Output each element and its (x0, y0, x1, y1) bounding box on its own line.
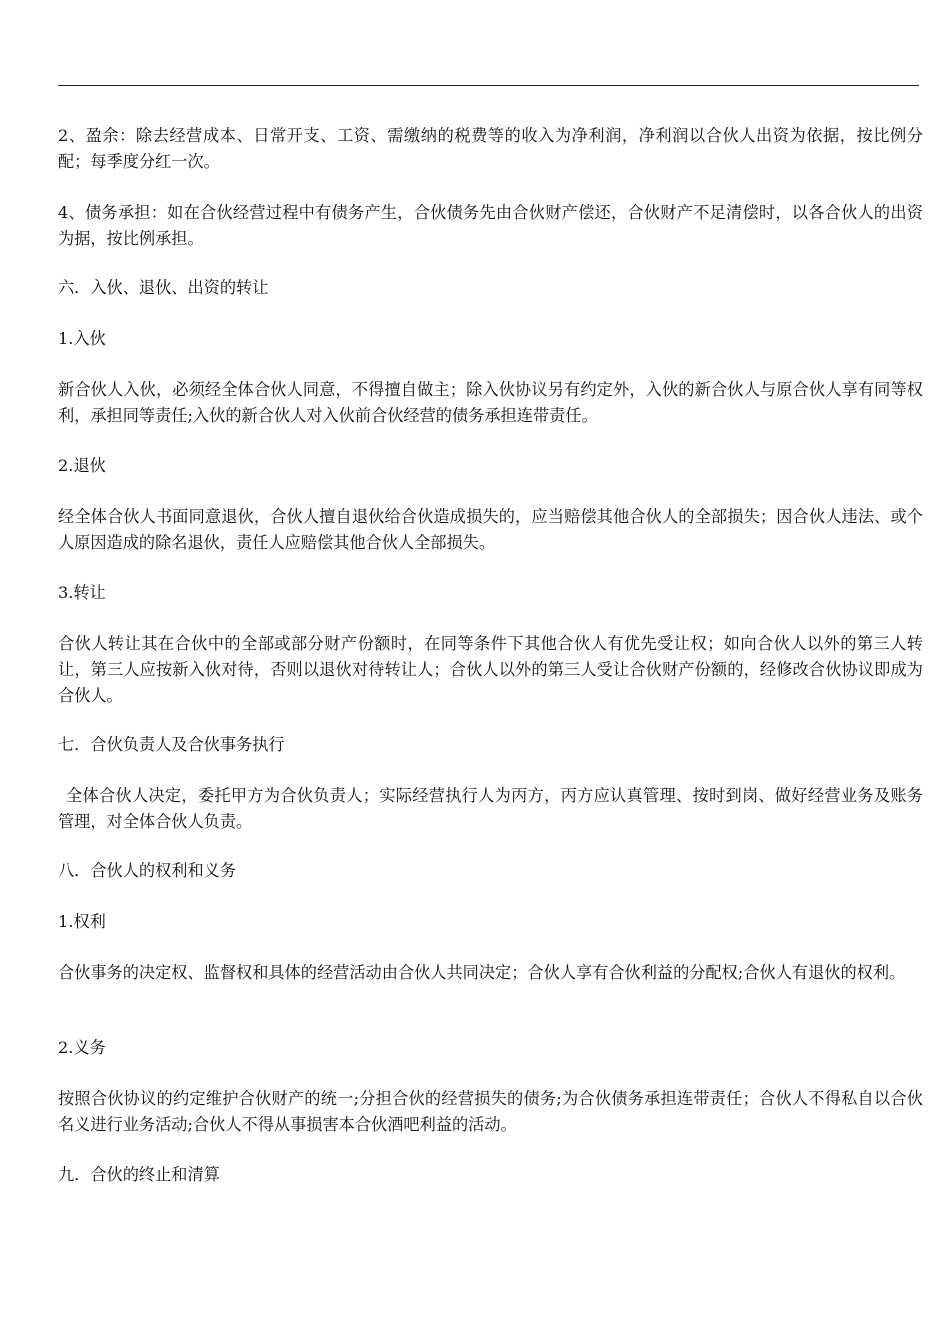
section-8-heading: 八．合伙人的权利和义务 (58, 861, 237, 880)
section-7-text: 全体合伙人决定，委托甲方为合伙负责人；实际经营执行人为丙方，丙方应认真管理、按时到岗、做好经营业务及账务管理，对全体合伙人负责。 (58, 786, 923, 831)
section-6-heading: 六．入伙、退伙、出资的转让 (58, 278, 269, 297)
transfer-heading: 3.转让 (58, 583, 106, 602)
rights-text: 合伙事务的决定权、监督权和具体的经营活动由合伙人共同决定；合伙人享有合伙利益的分配权;合伙人有退伙的权利。 (58, 963, 906, 982)
duties-heading: 2.义务 (58, 1038, 106, 1057)
withdraw-heading: 2.退伙 (58, 456, 106, 475)
profit-clause: 2、盈余：除去经营成本、日常开支、工资、需缴纳的税费等的收入为净利润，净利润以合伙人出资为依据，按比例分配；每季度分红一次。 (58, 126, 923, 171)
header-rule (58, 85, 919, 86)
section-7-heading: 七．合伙负责人及合伙事务执行 (58, 735, 285, 754)
section-9-heading: 九．合伙的终止和清算 (58, 1165, 220, 1184)
transfer-text: 合伙人转让其在合伙中的全部或部分财产份额时，在同等条件下其他合伙人有优先受让权；如向合伙人以外的第三人转让，第三人应按新入伙对待，否则以退伙对待转让人；合伙人以外的第三人受让合伙财产份额的，经修改合伙协议即成为合伙人。 (58, 634, 923, 705)
join-text: 新合伙人入伙，必须经全体合伙人同意，不得擅自做主；除入伙协议另有约定外，入伙的新合伙人与原合伙人享有同等权利，承担同等责任;入伙的新合伙人对入伙前合伙经营的债务承担连带责任。 (58, 380, 923, 425)
rights-heading: 1.权利 (58, 912, 106, 931)
join-heading: 1.入伙 (58, 329, 106, 348)
debt-clause: 4、债务承担：如在合伙经营过程中有债务产生，合伙债务先由合伙财产偿还，合伙财产不足清偿时，以各合伙人的出资为据，按比例承担。 (58, 203, 923, 248)
withdraw-text: 经全体合伙人书面同意退伙，合伙人擅自退伙给合伙造成损失的，应当赔偿其他合伙人的全部损失；因合伙人违法、或个人原因造成的除名退伙，责任人应赔偿其他合伙人全部损失。 (58, 507, 923, 552)
duties-text: 按照合伙协议的约定维护合伙财产的统一;分担合伙的经营损失的债务;为合伙债务承担连带责任；合伙人不得私自以合伙名义进行业务活动;合伙人不得从事损害本合伙酒吧利益的活动。 (58, 1089, 923, 1134)
